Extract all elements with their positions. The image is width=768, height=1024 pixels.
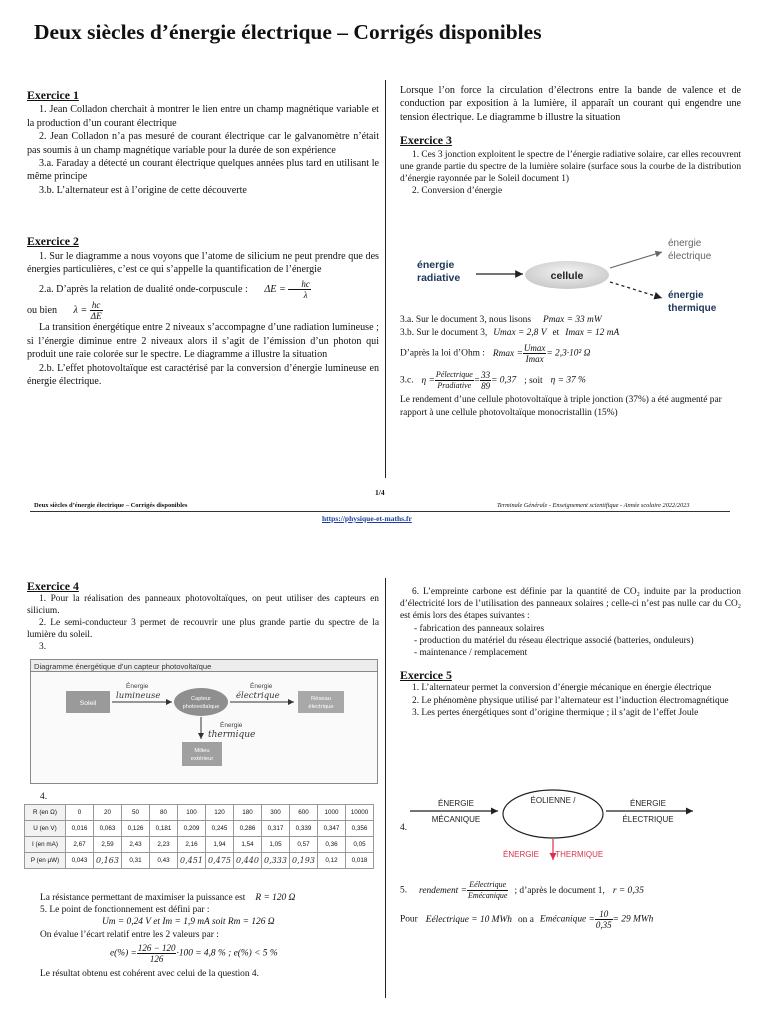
- table-cell: 300: [262, 805, 290, 821]
- q3c-result: = 0,37: [491, 375, 517, 386]
- footer-rule: [30, 511, 730, 512]
- table-cell: 2,43: [122, 837, 150, 853]
- ex4-q5: 5. Le point de fonctionnement est défini par :: [40, 905, 210, 916]
- table-row: [25, 837, 374, 853]
- q3c-percent: η = 37 %: [550, 375, 586, 386]
- frac-den: Imax: [525, 354, 544, 365]
- table-row: [25, 805, 374, 821]
- capteur-ellipse: [174, 688, 228, 716]
- q5-lhs: rendement =: [419, 885, 467, 896]
- exercise-4-heading: Exercice 4: [27, 579, 79, 593]
- ex3-q1: 1. Ces 3 jonction exploitent le spectre de l’énergie radiative solaire, car elles recouvrent une grande partie du spectre de la lumière solaire (surface sous la courbe de la distribution d’énergie rayonnée par le Soleil document 1): [400, 149, 741, 184]
- ex5-q4: 4.: [400, 823, 408, 833]
- table-cell: 1000: [318, 805, 346, 821]
- table-cell: 0,440: [234, 853, 262, 869]
- exercise-2-heading: Exercice 2: [27, 234, 79, 249]
- frac-num: hc: [90, 300, 103, 311]
- table-cell: 0,05: [346, 837, 374, 853]
- row-header: R (en Ω): [25, 805, 66, 821]
- capteur-label-2: photovoltaïque: [182, 704, 220, 710]
- ex4-conclusion: Le résultat obtenu est cohérent avec celui de la question 4.: [40, 968, 259, 979]
- label-energie-1: Énergie: [126, 683, 149, 690]
- ex1-q2: 2. Jean Colladon n’a pas mesuré de courant électrique car le galvanomètre n’était pas soumis à un champ magnétique variable pour la durée de son expérience: [27, 131, 379, 156]
- label-energie-3: Énergie: [220, 722, 243, 729]
- ex1-q3b: 3.b. L’alternateur est à l’origine de cette découverte: [39, 184, 247, 196]
- table-cell: 0,181: [150, 821, 178, 837]
- ex2-or-line: [27, 300, 379, 321]
- table-cell: 2,59: [94, 837, 122, 853]
- table-cell: 0,333: [262, 853, 290, 869]
- row-header: I (en mA): [25, 837, 66, 853]
- label-radiative: radiative: [417, 272, 461, 284]
- frac-num: Eélectrique: [467, 880, 509, 891]
- table-cell: 120: [206, 805, 234, 821]
- column-divider-page2: [385, 578, 386, 998]
- table-cell: 50: [122, 805, 150, 821]
- ecart-result: ·100 = 4,8 % ; e(%) < 5 %: [176, 948, 278, 959]
- ex5-q5-block: [400, 880, 741, 930]
- q3c-fraction: [435, 370, 474, 391]
- in-label-1: ÉNERGIE: [437, 799, 475, 808]
- q3b-et: et: [552, 327, 560, 338]
- q3b-text: 3.b. Sur le document 3,: [400, 327, 488, 338]
- table-cell: 0,317: [262, 821, 290, 837]
- ex3-q2: 2. Conversion d’énergie: [412, 185, 503, 196]
- table-cell: 0,209: [178, 821, 206, 837]
- turbine-label: ÉOLIENNE /: [530, 796, 576, 805]
- q5-doc: ; d’après le document 1,: [514, 885, 605, 896]
- q3c-lhs: η =: [421, 375, 435, 386]
- ex3-q3c: [400, 370, 741, 391]
- res-text: La résistance permettant de maximiser la puissance est: [40, 893, 246, 903]
- table-cell: 600: [290, 805, 318, 821]
- frac-num: 10: [595, 909, 613, 920]
- frac-num: hc: [288, 279, 311, 290]
- table-row: [25, 853, 374, 869]
- mec-lhs: Emécanique =: [539, 914, 595, 925]
- table-cell: 0,245: [206, 821, 234, 837]
- or-text: ou bien: [27, 305, 57, 317]
- q3b-umax: Umax = 2,8 V: [493, 327, 547, 338]
- bullet-1: - fabrication des panneaux solaires: [414, 623, 545, 634]
- q3c-fraction-2: [480, 370, 491, 391]
- capteur-label-1: Capteur: [191, 696, 211, 702]
- table-cell: 0,12: [318, 853, 346, 869]
- box-milieu: [182, 742, 222, 766]
- ohm-text: D’après la loi d’Ohm :: [400, 348, 485, 359]
- ex2-q2a-text: 2.a. D’après la relation de dualité onde-corpuscule :: [39, 284, 248, 296]
- ex4-ecart-formula: [40, 943, 380, 964]
- table-cell: 20: [94, 805, 122, 821]
- table-cell: 0,339: [290, 821, 318, 837]
- table-cell: 1,94: [206, 837, 234, 853]
- mec-fraction: [595, 909, 613, 930]
- table-cell: 0,163: [94, 853, 122, 869]
- exercise-3-heading: Exercice 3: [400, 133, 452, 148]
- frac-den: Pradiative: [437, 381, 472, 391]
- frac-num: 33: [481, 370, 491, 381]
- page-number: 1/4: [375, 488, 385, 497]
- ex5-q2: 2. Le phénomène physique utilisé par l’alternateur est l’induction électromagnétique: [412, 695, 729, 706]
- mec-result: = 29 MWh: [612, 914, 654, 925]
- handwritten-electrique: électrique: [236, 691, 280, 701]
- table-cell: 0,31: [122, 853, 150, 869]
- ex4-ecart-text: On évalue l’écart relatif entre les 2 valeurs par :: [40, 929, 219, 940]
- ex1-q1: 1. Jean Colladon cherchait à montrer le lien entre un champ magnétique variable et la production d’un courant électrique: [27, 104, 379, 129]
- q3a-text: 3.a. Sur le document 3, nous lisons: [400, 315, 531, 325]
- formula-lhs: λ =: [73, 305, 88, 317]
- table-cell: 2,16: [178, 837, 206, 853]
- table-cell: 0,451: [178, 853, 206, 869]
- table-cell: 1,54: [234, 837, 262, 853]
- frac-den: Emécanique: [467, 891, 508, 900]
- page2-left-column: [27, 580, 379, 653]
- table-cell: 1,05: [262, 837, 290, 853]
- table-cell: 180: [234, 805, 262, 821]
- label-thermique: thermique: [668, 303, 717, 314]
- q5-r: r = 0,35: [612, 885, 644, 896]
- table-cell: 0,018: [346, 853, 374, 869]
- diagram-title: Diagramme énergétique d’un capteur photovoltaïque: [34, 662, 212, 671]
- handwritten-lumineuse: lumineuse: [116, 691, 161, 701]
- ex5-q1: 1. L’alternateur permet la conversion d’énergie mécanique en énergie électrique: [412, 683, 712, 694]
- table-cell: 0,347: [318, 821, 346, 837]
- q3b-imax: Imax = 12 mA: [565, 327, 620, 338]
- table-cell: 0,193: [290, 853, 318, 869]
- ex3-q3a: [400, 314, 741, 327]
- milieu-label-2: extérieur: [190, 756, 214, 762]
- page-title: Deux siècles d’énergie électrique – Corrigés disponibles: [34, 20, 542, 44]
- row-header: P (en µW): [25, 853, 66, 869]
- cell-label: cellule: [550, 270, 584, 282]
- column-divider: [385, 80, 386, 478]
- arrow-thermal: [610, 282, 662, 298]
- ex4-q1: 1. Pour la réalisation des panneaux photovoltaïques, on peut utiliser des capteurs en silicium.: [27, 594, 379, 616]
- formula-lhs: ΔE =: [264, 284, 286, 296]
- table-cell: 0,43: [150, 853, 178, 869]
- out-label-2: ÉLECTRIQUE: [622, 815, 674, 824]
- reseau-label-2: électrique: [308, 704, 334, 710]
- footer-right: Terminale Générale - Enseignement scientifique - Année scolaire 2022/2023: [497, 502, 690, 509]
- bullet-2: - production du matériel du réseau électrique associé (batteries, onduleurs): [414, 635, 694, 646]
- q3a-value: Pmax = 33 mW: [542, 315, 602, 325]
- pour-text: Pour: [400, 914, 418, 925]
- ex4-q6: 6. L’empreinte carbone est définie par la quantité de CO₂ induite par la production d’électricité lors de l’utilisation des panneaux solaires ; celle-ci n’est pas nulle car du CO₂ est émis lors des étapes suivantes :: [400, 587, 741, 622]
- ohm-lhs: Rmax =: [492, 348, 523, 359]
- frac-num: 126 − 120: [137, 942, 176, 953]
- table-cell: 0,475: [206, 853, 234, 869]
- q3c-eq: =: [473, 375, 481, 386]
- table-cell: 2,23: [150, 837, 178, 853]
- intro-paragraph: Lorsque l’on force la circulation d’électrons entre la bande de valence et de conduction par exposition à la lumière, il apparaît un courant qui engendre une tension électrique. Le diagramme b illustre la situation: [400, 85, 741, 123]
- label-electrique: électrique: [668, 251, 712, 262]
- handwritten-thermique: thermique: [208, 730, 256, 740]
- milieu-label-1: Milieu: [194, 748, 210, 754]
- pour-value: Eélectrique = 10 MWh: [425, 914, 512, 925]
- formula-delta-e: [264, 279, 310, 301]
- exercise-1-heading: Exercice 1: [27, 88, 79, 102]
- table-cell: 2,67: [66, 837, 94, 853]
- label-energie-t: énergie: [668, 290, 704, 301]
- ex2-q2b: 2.b. L’effet photovoltaïque est caractérisé par la conversion d’énergie lumineuse en énergie électrique.: [27, 362, 379, 388]
- frac-den: 89: [481, 381, 491, 392]
- ex4-res-line: [40, 892, 380, 904]
- energy-conversion-diagram: [400, 230, 740, 320]
- ex5-pour: [400, 909, 741, 930]
- ex5-q3: 3. Les pertes énergétiques sont d’origine thermique ; il s’agit de l’effet Joule: [412, 707, 699, 718]
- formula-fraction: [288, 279, 311, 300]
- q3c-soit: ; soit: [524, 375, 543, 386]
- label-energie: énergie: [417, 259, 455, 271]
- ex3-results: [400, 314, 741, 419]
- ex3-ohm: [400, 343, 741, 364]
- label-energie-e: énergie: [668, 238, 702, 249]
- footer-left: Deux siècles d’énergie électrique – Corrigés disponibles: [34, 502, 188, 509]
- table-cell: 0,286: [234, 821, 262, 837]
- loss-label: [503, 850, 603, 859]
- frac-num: Pélectrique: [435, 370, 473, 380]
- row-header: U (en V): [25, 821, 66, 837]
- table-cell: 0,356: [346, 821, 374, 837]
- table-row: [25, 821, 374, 837]
- table-cell: 0,57: [290, 837, 318, 853]
- q3c-label: 3.c.: [400, 375, 414, 386]
- res-value: R = 120 Ω: [255, 893, 296, 903]
- ohm-fraction: [523, 343, 547, 364]
- formula-fraction: [90, 300, 103, 321]
- label-energie-2: Énergie: [250, 683, 273, 690]
- table-cell: 0: [66, 805, 94, 821]
- table-cell: 0,043: [66, 853, 94, 869]
- ex5-q5: [400, 880, 741, 901]
- table-cell: 0,36: [318, 837, 346, 853]
- ex2-transition: La transition énergétique entre 2 niveaux s’accompagne d’une radiation lumineuse ; si l’énergie diminue entre 2 niveaux alors il s’agit de l’émission d’un photon qui produit une raie colorée sur le spectre. Le diagramme a illustre la situation: [27, 322, 379, 361]
- loss-label-1: ÉNERGIE: [503, 850, 540, 859]
- pv-energy-diagram: [30, 659, 378, 784]
- box-soleil-label: Soleil: [79, 700, 97, 707]
- table-cell: 0,016: [66, 821, 94, 837]
- out-label-1: ÉNERGIE: [629, 799, 667, 808]
- frac-num: Umax: [523, 343, 546, 354]
- page2-right-column: [400, 586, 741, 719]
- reseau-label-1: Réseau: [311, 696, 331, 702]
- frac-den: ΔE: [90, 311, 102, 322]
- table-cell: 0,126: [122, 821, 150, 837]
- frac-den: λ: [303, 290, 308, 301]
- ex2-q1: 1. Sur le diagramme a nous voyons que l’atome de silicium ne peut prendre que des énergies particulières, c’est ce qui s’appelle la quantification de l’énergie: [27, 250, 379, 276]
- ex4-q3: 3.: [39, 642, 47, 652]
- q5-fraction: [467, 880, 509, 901]
- in-label-2: MÉCANIQUE: [431, 815, 481, 824]
- ohm-result: = 2,3·10² Ω: [546, 348, 591, 359]
- ex4-q5-values: Um = 0,24 V et Im = 1,9 mA soit Rm = 126 Ω: [102, 917, 275, 928]
- measurement-table: [24, 804, 374, 869]
- ex3-q3b: [400, 327, 741, 340]
- table-cell: 10000: [346, 805, 374, 821]
- ex1-q3a: 3.a. Faraday a détecté un courant électrique quelques années plus tard en utilisant le même principe: [27, 158, 379, 183]
- ecart-lhs: e(%) =: [110, 948, 137, 959]
- ex3-conclusion: Le rendement d’une cellule photovoltaïque à triple jonction (37%) a été augmenté par rapport à une cellule photovoltaïque monocristallin (15%): [400, 395, 722, 418]
- ex2-q2a: [27, 279, 379, 300]
- q5-label: 5.: [400, 885, 408, 896]
- table-cell: 100: [178, 805, 206, 821]
- ona-text: on a: [517, 914, 534, 925]
- table-cell: 80: [150, 805, 178, 821]
- exercise-5-heading: Exercice 5: [400, 668, 452, 683]
- frac-den: 0,35: [595, 920, 612, 930]
- bullet-3: - maintenance / remplacement: [414, 648, 528, 659]
- ex4-q4: 4.: [40, 792, 48, 802]
- ex4-results: [40, 892, 380, 980]
- frac-den: 126: [149, 953, 164, 964]
- page1-right-column: [400, 84, 741, 197]
- loss-label-2: THERMIQUE: [555, 850, 604, 859]
- table-cell: 0,063: [94, 821, 122, 837]
- ecart-fraction: [137, 943, 177, 964]
- page1-left-column: [27, 89, 379, 389]
- site-link[interactable]: https://physique-et-maths.fr: [322, 514, 412, 523]
- ex4-q2: 2. Le semi-conducteur 3 permet de recouvrir une plus grande partie du spectre de la lumière du soleil.: [27, 618, 379, 640]
- arrow-electric: [610, 252, 662, 268]
